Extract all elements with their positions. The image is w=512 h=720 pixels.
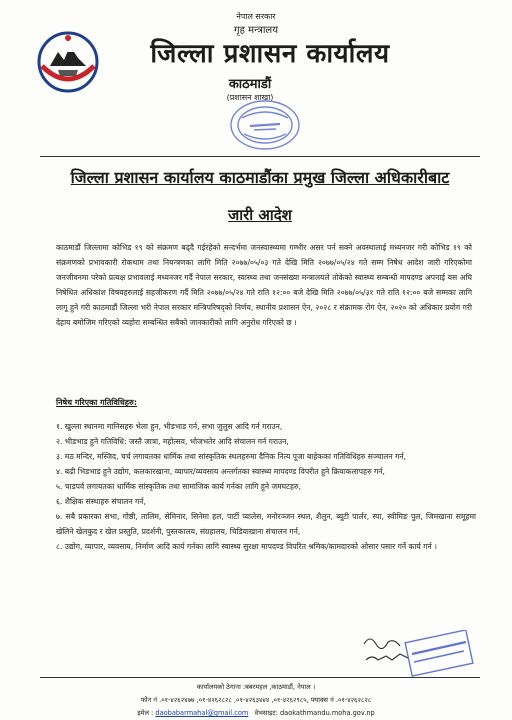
list-item: २. भीडभाड हुने गतिविधि: जस्तै जात्रा, महोत्सव, भोजभतेर आदि संचालन गर्न गराउन,: [56, 437, 289, 446]
list-item: ५. चाडपर्व लगायतका धार्मिक सांस्कृतिक तथा सामाजिक कार्य गर्नका लागि हुने जमघटहरु,: [56, 482, 301, 491]
list-item: ३. मठ मन्दिर, मस्जिद, चर्च लगायतका धार्मिक तथा सांस्कृतिक स्थलहरुमा दैनिक नित्य पूजा बाहेकका गतिविधिहरु सञ्चालन गर्न,: [56, 452, 407, 461]
footer-divider: [40, 677, 480, 678]
header-ministry: गृह मन्त्रालय: [233, 25, 279, 36]
footer-address: कार्यालयको ठेगाना :बबरमहल ,काठमाडौं, नेपाल ।: [196, 683, 316, 691]
email-link[interactable]: daobabarmahal@gmail.com: [155, 709, 249, 717]
nepal-emblem-icon: [36, 30, 100, 94]
signature-stamp-icon: [356, 630, 474, 682]
list-item: १. खुल्ला स्थानमा मानिसहरु भेला हुन, भीडभाड गर्न, सभा जुलुस आदि गर्न गराउन,: [56, 422, 283, 431]
header-government: नेपाल सरकार: [236, 12, 276, 21]
header-department: (प्रशासन शाखा): [226, 93, 274, 102]
restrictions-list: [56, 419, 476, 554]
footer-contact: [30, 708, 482, 717]
list-item: ४. बढी भिडभाड हुने उद्योग, कलकारखाना, व्यापार/व्यवसाय अन्तर्गतका स्वास्थ्य मापदण्ड विपरीत हुने क्रियाकलापहरु गर्न,: [56, 467, 385, 476]
website-label: वेभसाइट:: [254, 709, 278, 717]
office-stamp-icon: [226, 96, 304, 154]
footer-phones: फोन नं .०१-४२६२४७७ ,०१-४२६२८२८ ,०१-४२६३४४४ ,०१-४२६२९८५, फ्याक्स नं .०१-४२६२८२८: [140, 696, 372, 704]
order-body-paragraph: काठमाडौं जिल्लामा कोभिड १९ को संक्रमण बढ्दै गईरहेको सन्दर्भमा जनस्वास्थ्यमा गम्भीर असर पर्न सक्ने अवस्थालाई मध्यनजर गरी कोभिड १९ को संक्रमणको प्रभावकारी रोकथाम तथा नियन्त्रणका लागि मिति २०७७/०५/०३ गते देखि मिति २०७७/०५/२४ गते सम्म निषेध आदेश जारी गरिएकोमा जनजीवनमा परेको प्रत्यक्ष प्रभावलाई मध्यनजर गर्दै नेपाल सरकार, स्वास्थ्य तथा जनसंख्या मन्त्रालयले तोकेको स्वास्थ्य सम्बन्धी मापदण्ड अपनाई यस अघि निषेधित अधिकांश विषयहरुलाई सहजीकरण गर्दै मिति २०७७/०५/२४ गते राति १२:०० बजे देखि मिति २०७७/०५/३१ गते राति १२:०० बजे सम्मका लागि लागू हुने गरी काठमाडौं जिल्ला भरी नेपाल सरकार मन्त्रिपरिषद्को निर्णय, स्थानीय प्रशासन ऐन, २०२८ र संक्रामक रोग ऐन, २०२० को अधिकार प्रयोग गरी देहाय बमोजिम गरिएको व्यहोरा सम्बन्धित सबैको जानकारीको लागि अनुरोध गरिएको छ ।: [56, 243, 472, 327]
list-item: ६. शैक्षिक संस्थाहरु संचालन गर्न,: [56, 497, 146, 506]
header-divider: [40, 156, 480, 157]
list-item: ७. सबै प्रकारका सभा, गोष्ठी, तालिम, सेमिनार, सिनेमा हल, पार्टी प्यालेस, मनोरञ्जन स्थल, शैलुन, ब्यूटी पार्लर, स्पा, स्वीमिङ पुल, जिमखाना समूहमा खेलिने खेलकुद र खेल प्रस्तुति, प्रदर्शनी, पुस्तकालय, संग्रहालय, चिडियाखाना संचालन गर्न,: [56, 512, 476, 536]
restrictions-heading: निषेध गरिएका गतिविधिहरु:: [56, 398, 137, 407]
page-title: जिल्ला प्रशासन कार्यालय काठमाडौंका प्रमुख जिल्ला अधिकारीबाट: [70, 168, 450, 187]
header-office-name: जिल्ला प्रशासन कार्यालय: [150, 39, 390, 69]
website-link[interactable]: daokathmandu.moha.gov.np: [279, 709, 375, 717]
header-city: काठमाडौं: [228, 77, 272, 92]
email-label: इमेल :: [137, 709, 154, 717]
page-subtitle: जारी आदेश: [228, 206, 292, 224]
list-item: ८. उद्योग, व्यापार, व्यवसाय, निर्माण आदि कार्य गर्नका लागि स्वास्थ्य सुरक्षा मापदण्ड विपरित श्रमिक/कामदारको ओसार पसार गर्ने कार्य गर्न ।: [56, 542, 437, 551]
